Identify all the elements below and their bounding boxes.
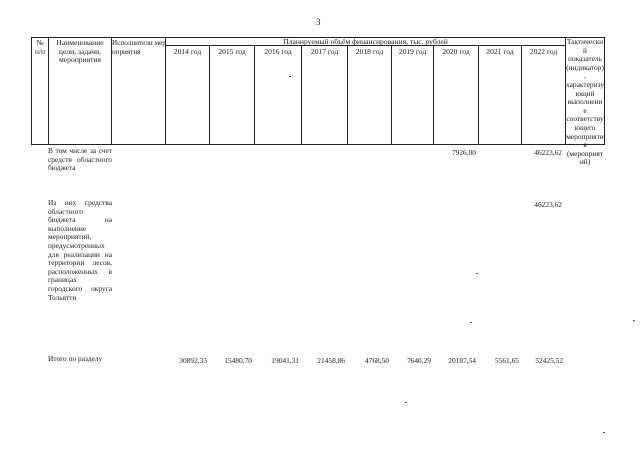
- year-2020: 2020 год: [442, 47, 470, 56]
- row-name: Итого по разделу: [48, 354, 103, 363]
- border-y2017: [301, 45, 302, 145]
- scan-speck: [405, 402, 407, 403]
- total-2018: 4768,50: [364, 356, 389, 365]
- header-bottom-line: [31, 144, 604, 145]
- border-y2019: [391, 45, 392, 145]
- year-2019: 2019 год: [398, 47, 427, 56]
- year-2017: 2017 год: [310, 47, 339, 56]
- year-2022: 2022 год: [529, 47, 558, 56]
- header-num: № п/п: [34, 38, 46, 56]
- border-y2015: [209, 45, 210, 145]
- border-y2020: [433, 45, 434, 145]
- total-2022: 52425,52: [535, 356, 563, 365]
- border-y2018: [347, 45, 348, 145]
- header-executors: Исполнители мероприятия: [112, 39, 166, 56]
- scan-speck: [289, 76, 291, 77]
- total-2019: 7640,29: [406, 356, 431, 365]
- total-2017: 21458,86: [317, 356, 345, 365]
- scan-speck: [470, 322, 472, 323]
- total-2016: 19041,31: [271, 356, 299, 365]
- header-name: Наименование цели, задачи, мероприятия: [56, 38, 104, 65]
- row-name: Из них средства областного бюджета на выполнение мероприятий, предусмотренных для реализации на территории лесов, расположенных в границах городского округа Тольятти: [48, 198, 112, 302]
- border-right: [604, 37, 605, 145]
- border-y2022: [521, 45, 522, 145]
- year-2015: 2015 год: [218, 47, 246, 56]
- year-2018: 2018 год: [355, 47, 384, 56]
- header-funding: Планируемый объём финансирования, тыс. рублей: [283, 37, 448, 46]
- year-2021: 2021 год: [486, 47, 514, 56]
- border-y2021: [478, 45, 479, 145]
- year-2016: 2016 год: [264, 47, 292, 56]
- total-2015: 15480,70: [224, 356, 252, 365]
- scan-speck: [603, 432, 605, 433]
- total-2014: 30892,33: [179, 356, 207, 365]
- border-y2016: [254, 45, 255, 145]
- year-2014: 2014 год: [173, 47, 202, 56]
- row-name: В том числе за счет средств областного бюджета: [48, 146, 112, 173]
- scan-speck: [633, 320, 635, 321]
- page-number: 3: [316, 17, 321, 27]
- scan-speck: [476, 273, 478, 274]
- row-value-2022: 46223,62: [534, 148, 562, 157]
- row-value-2020: 7926,00: [451, 148, 476, 157]
- row-value-2022: 46223,62: [534, 200, 562, 209]
- total-2020: 20187,54: [448, 356, 476, 365]
- header-indicator: Тактический показатель (индикатор), характеризующий выполнение соответствующего мероприятия (мероприятий): [566, 37, 604, 167]
- total-2021: 5561,65: [494, 356, 519, 365]
